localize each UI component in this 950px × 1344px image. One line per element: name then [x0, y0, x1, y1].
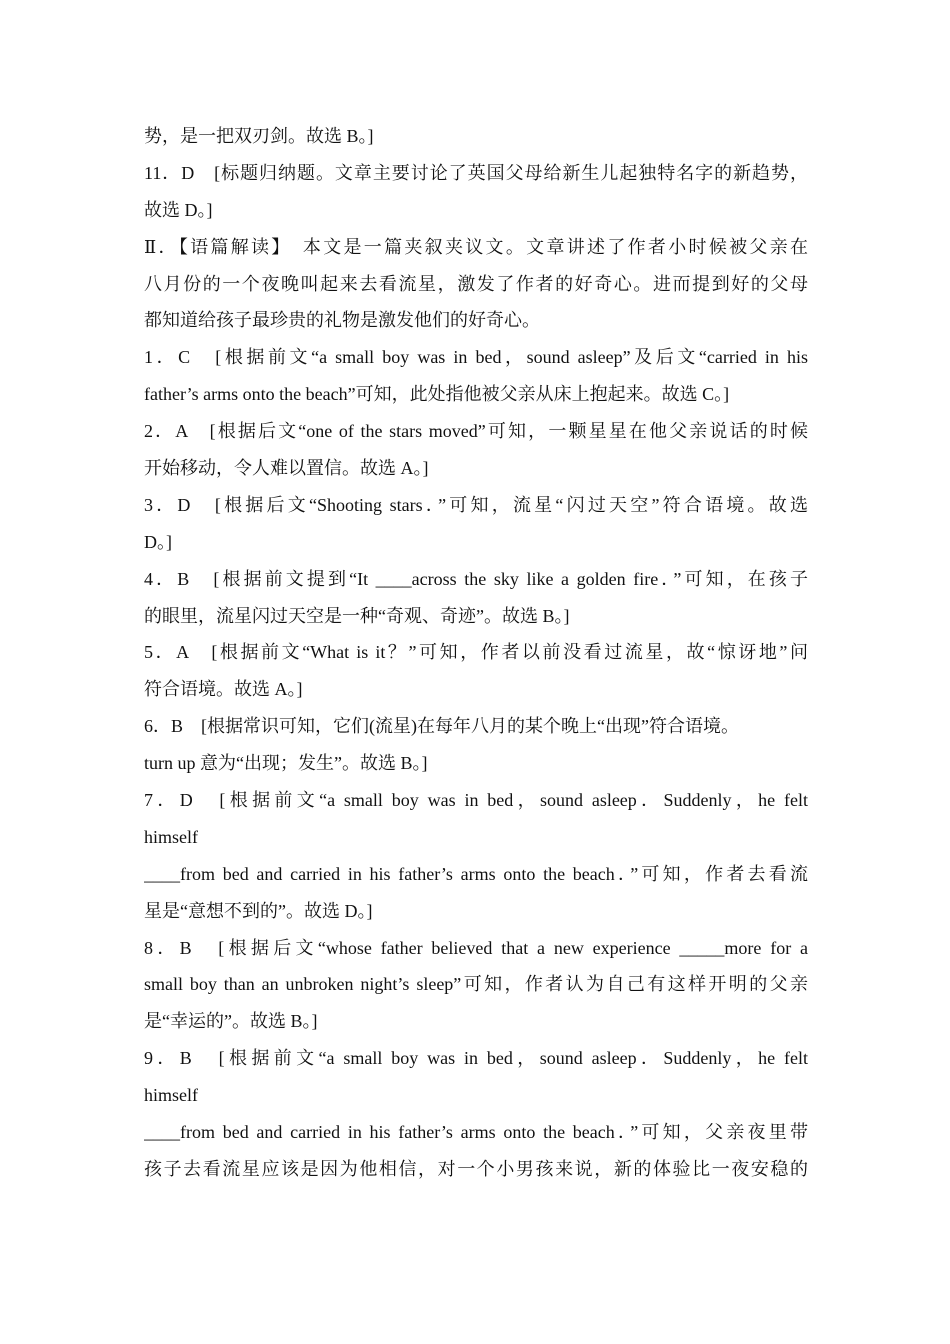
- answer-line: 7．D [根据前文“a small boy was in bed，sound asleep．Suddenly，he felt: [144, 790, 808, 811]
- section-heading-line: Ⅱ．【语篇解读】 本文是一篇夹叙夹议文。文章讲述了作者小时候被父亲在: [144, 236, 808, 257]
- text-line: 是“幸运的”。故选 B。]: [144, 1011, 318, 1032]
- answer-line: 2．A [根据后文“one of the stars moved”可知，一颗星星在他父亲说话的时候: [144, 421, 808, 442]
- answer-line: 6．B [根据常识可知，它们(流星)在每年八月的某个晚上“出现”符合语境。: [144, 716, 739, 737]
- answer-line: 9．B [根据前文“a small boy was in bed，sound asleep．Suddenly，he felt: [144, 1048, 808, 1069]
- text-line: small boy than an unbroken night’s sleep”可知，作者认为自己有这样开明的父亲: [144, 974, 808, 995]
- text-line: D。]: [144, 531, 172, 552]
- text-line: 的眼里，流星闪过天空是一种“奇观、奇迹”。故选 B。]: [144, 605, 570, 626]
- text-line: 故选 D。]: [144, 199, 213, 220]
- text-line: 都知道给孩子最珍贵的礼物是激发他们的好奇心。: [144, 310, 540, 331]
- text-line: 孩子去看流星应该是因为他相信，对一个小男孩来说，新的体验比一夜安稳的: [144, 1158, 808, 1179]
- text-line: 11．D [标题归纳题。文章主要讨论了英国父母给新生儿起独特名字的新趋势，: [144, 162, 808, 183]
- text-line: ____from bed and carried in his father’s arms onto the beach．”可知，作者去看流: [144, 863, 808, 884]
- text-line: turn up 意为“出现；发生”。故选 B。]: [144, 753, 428, 774]
- answer-line: 3．D [根据后文“Shooting stars．”可知，流星“闪过天空”符合语境。故选: [144, 494, 808, 515]
- text-line: 势，是一把双刃剑。故选 B。]: [144, 126, 374, 146]
- text-line: 开始移动，令人难以置信。故选 A。]: [144, 458, 429, 479]
- answer-line: 8．B [根据后文“whose father believed that a new experience _____more for a: [144, 937, 808, 958]
- document-page: [144, 118, 808, 1188]
- text-line: 星是“意想不到的”。故选 D。]: [144, 900, 373, 921]
- answer-line: 5．A [根据前文“What is it？”可知，作者以前没看过流星，故“惊讶地”问: [144, 642, 808, 663]
- text-line: 八月份的一个夜晚叫起来去看流星，激发了作者的好奇心。进而提到好的父母: [144, 273, 808, 294]
- text-line: father’s arms onto the beach”可知，此处指他被父亲从床上抱起来。故选 C。]: [144, 384, 730, 405]
- answer-line: 1．C [根据前文“a small boy was in bed，sound asleep”及后文“carried in his: [144, 347, 808, 368]
- text-line: himself: [144, 1085, 198, 1106]
- text-line: ____from bed and carried in his father’s arms onto the beach．”可知，父亲夜里带: [144, 1122, 808, 1143]
- text-line: 符合语境。故选 A。]: [144, 679, 303, 700]
- answer-line: 4．B [根据前文提到“It ____across the sky like a golden fire．”可知，在孩子: [144, 568, 808, 589]
- text-line: himself: [144, 826, 198, 847]
